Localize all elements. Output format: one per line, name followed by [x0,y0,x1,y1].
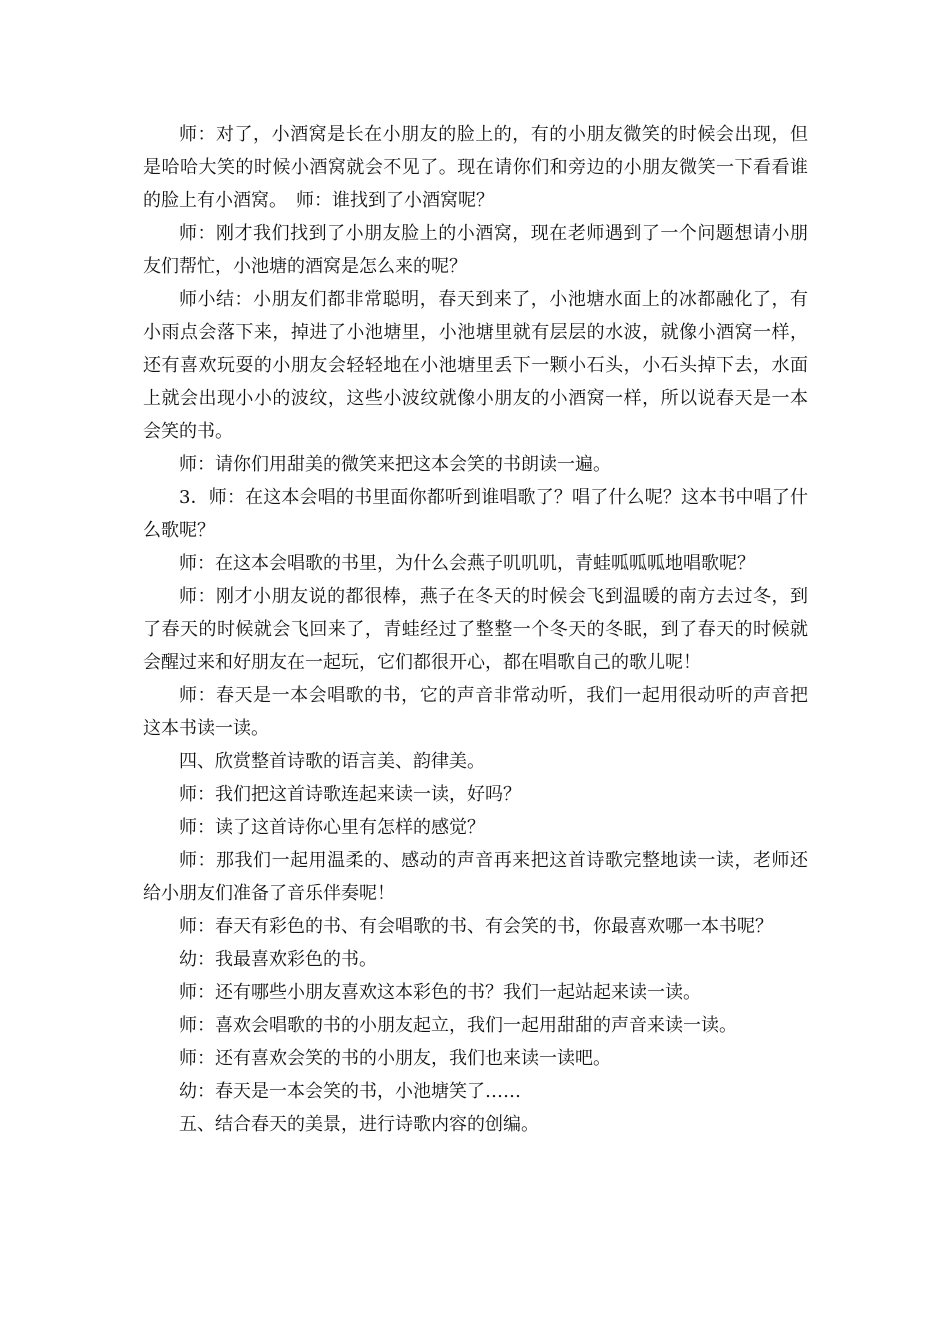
document-body [143,118,808,1141]
paragraph-teacher-pond-question: 师：刚才我们找到了小朋友脸上的小酒窝，现在老师遇到了一个问题想请小朋友们帮忙，小池塘的酒窝是怎么来的呢？ [143,223,808,277]
paragraph-read-whole-poem: 师：我们把这首诗歌连起来读一读，好吗？ [179,784,521,805]
paragraph-swallow-frog-question: 师：在这本会唱歌的书里，为什么会燕子叽叽叽，青蛙呱呱呱地唱歌呢？ [179,553,755,574]
paragraph-singing-book-question: 3．师：在这本会唱的书里面你都听到谁唱歌了？唱了什么呢？这本书中唱了什么歌呢？ [143,487,808,541]
paragraph-feeling-question: 师：读了这首诗你心里有怎样的感觉？ [179,817,485,838]
paragraph-colorful-book-reading: 师：还有哪些小朋友喜欢这本彩色的书？我们一起站起来读一读。 [179,982,701,1003]
paragraph-teacher-summary: 师小结：小朋友们都非常聪明，春天到来了，小池塘水面上的冰都融化了，有小雨点会落下来，掉进了小池塘里，小池塘里就有层层的水波，就像小酒窝一样，还有喜欢玩耍的小朋友会轻轻地在小池塘里丢下一颗小石头，小石头掉下去，水面上就会出现小小的波纹，这些小波纹就像小朋友的小酒窝一样，所以说春天是一本会笑的书。 [143,289,808,442]
paragraph-smiling-book-reading: 师：还有喜欢会笑的书的小朋友，我们也来读一读吧。 [179,1048,611,1069]
paragraph-read-with-music: 师：那我们一起用温柔的、感动的声音再来把这首诗歌完整地读一读，老师还给小朋友们准备了音乐伴奏呢！ [143,850,808,904]
paragraph-read-smiling-book: 师：请你们用甜美的微笑来把这本会笑的书朗读一遍。 [179,454,611,475]
paragraph-teacher-dimple-intro: 师：对了，小酒窝是长在小朋友的脸上的，有的小朋友微笑的时候会出现，但是哈哈大笑的时候小酒窝就会不见了。现在请你们和旁边的小朋友微笑一下看看谁的脸上有小酒窝。 师：谁找到了小酒窝呢？ [143,124,808,211]
paragraph-child-answer-colorful: 幼：我最喜欢彩色的书。 [179,949,377,970]
paragraph-read-singing-book: 师：春天是一本会唱歌的书，它的声音非常动听，我们一起用很动听的声音把这本书读一读。 [143,685,808,739]
paragraph-swallow-frog-explanation: 师：刚才小朋友说的都很棒，燕子在冬天的时候会飞到温暖的南方去过冬，到了春天的时候就会飞回来了，青蛙经过了整整一个冬天的冬眠，到了春天的时候就会醒过来和好朋友在一起玩，它们都很开心，都在唱歌自己的歌儿呢！ [143,586,808,673]
paragraph-child-smiling-book: 幼：春天是一本会笑的书，小池塘笑了…… [179,1081,521,1102]
paragraph-favorite-book-question: 师：春天有彩色的书、有会唱歌的书、有会笑的书，你最喜欢哪一本书呢？ [179,916,773,937]
section-heading-four: 四、欣赏整首诗歌的语言美、韵律美。 [179,751,485,772]
section-heading-five: 五、结合春天的美景，进行诗歌内容的创编。 [179,1114,539,1135]
paragraph-singing-book-reading: 师：喜欢会唱歌的书的小朋友起立，我们一起用甜甜的声音来读一读。 [179,1015,737,1036]
